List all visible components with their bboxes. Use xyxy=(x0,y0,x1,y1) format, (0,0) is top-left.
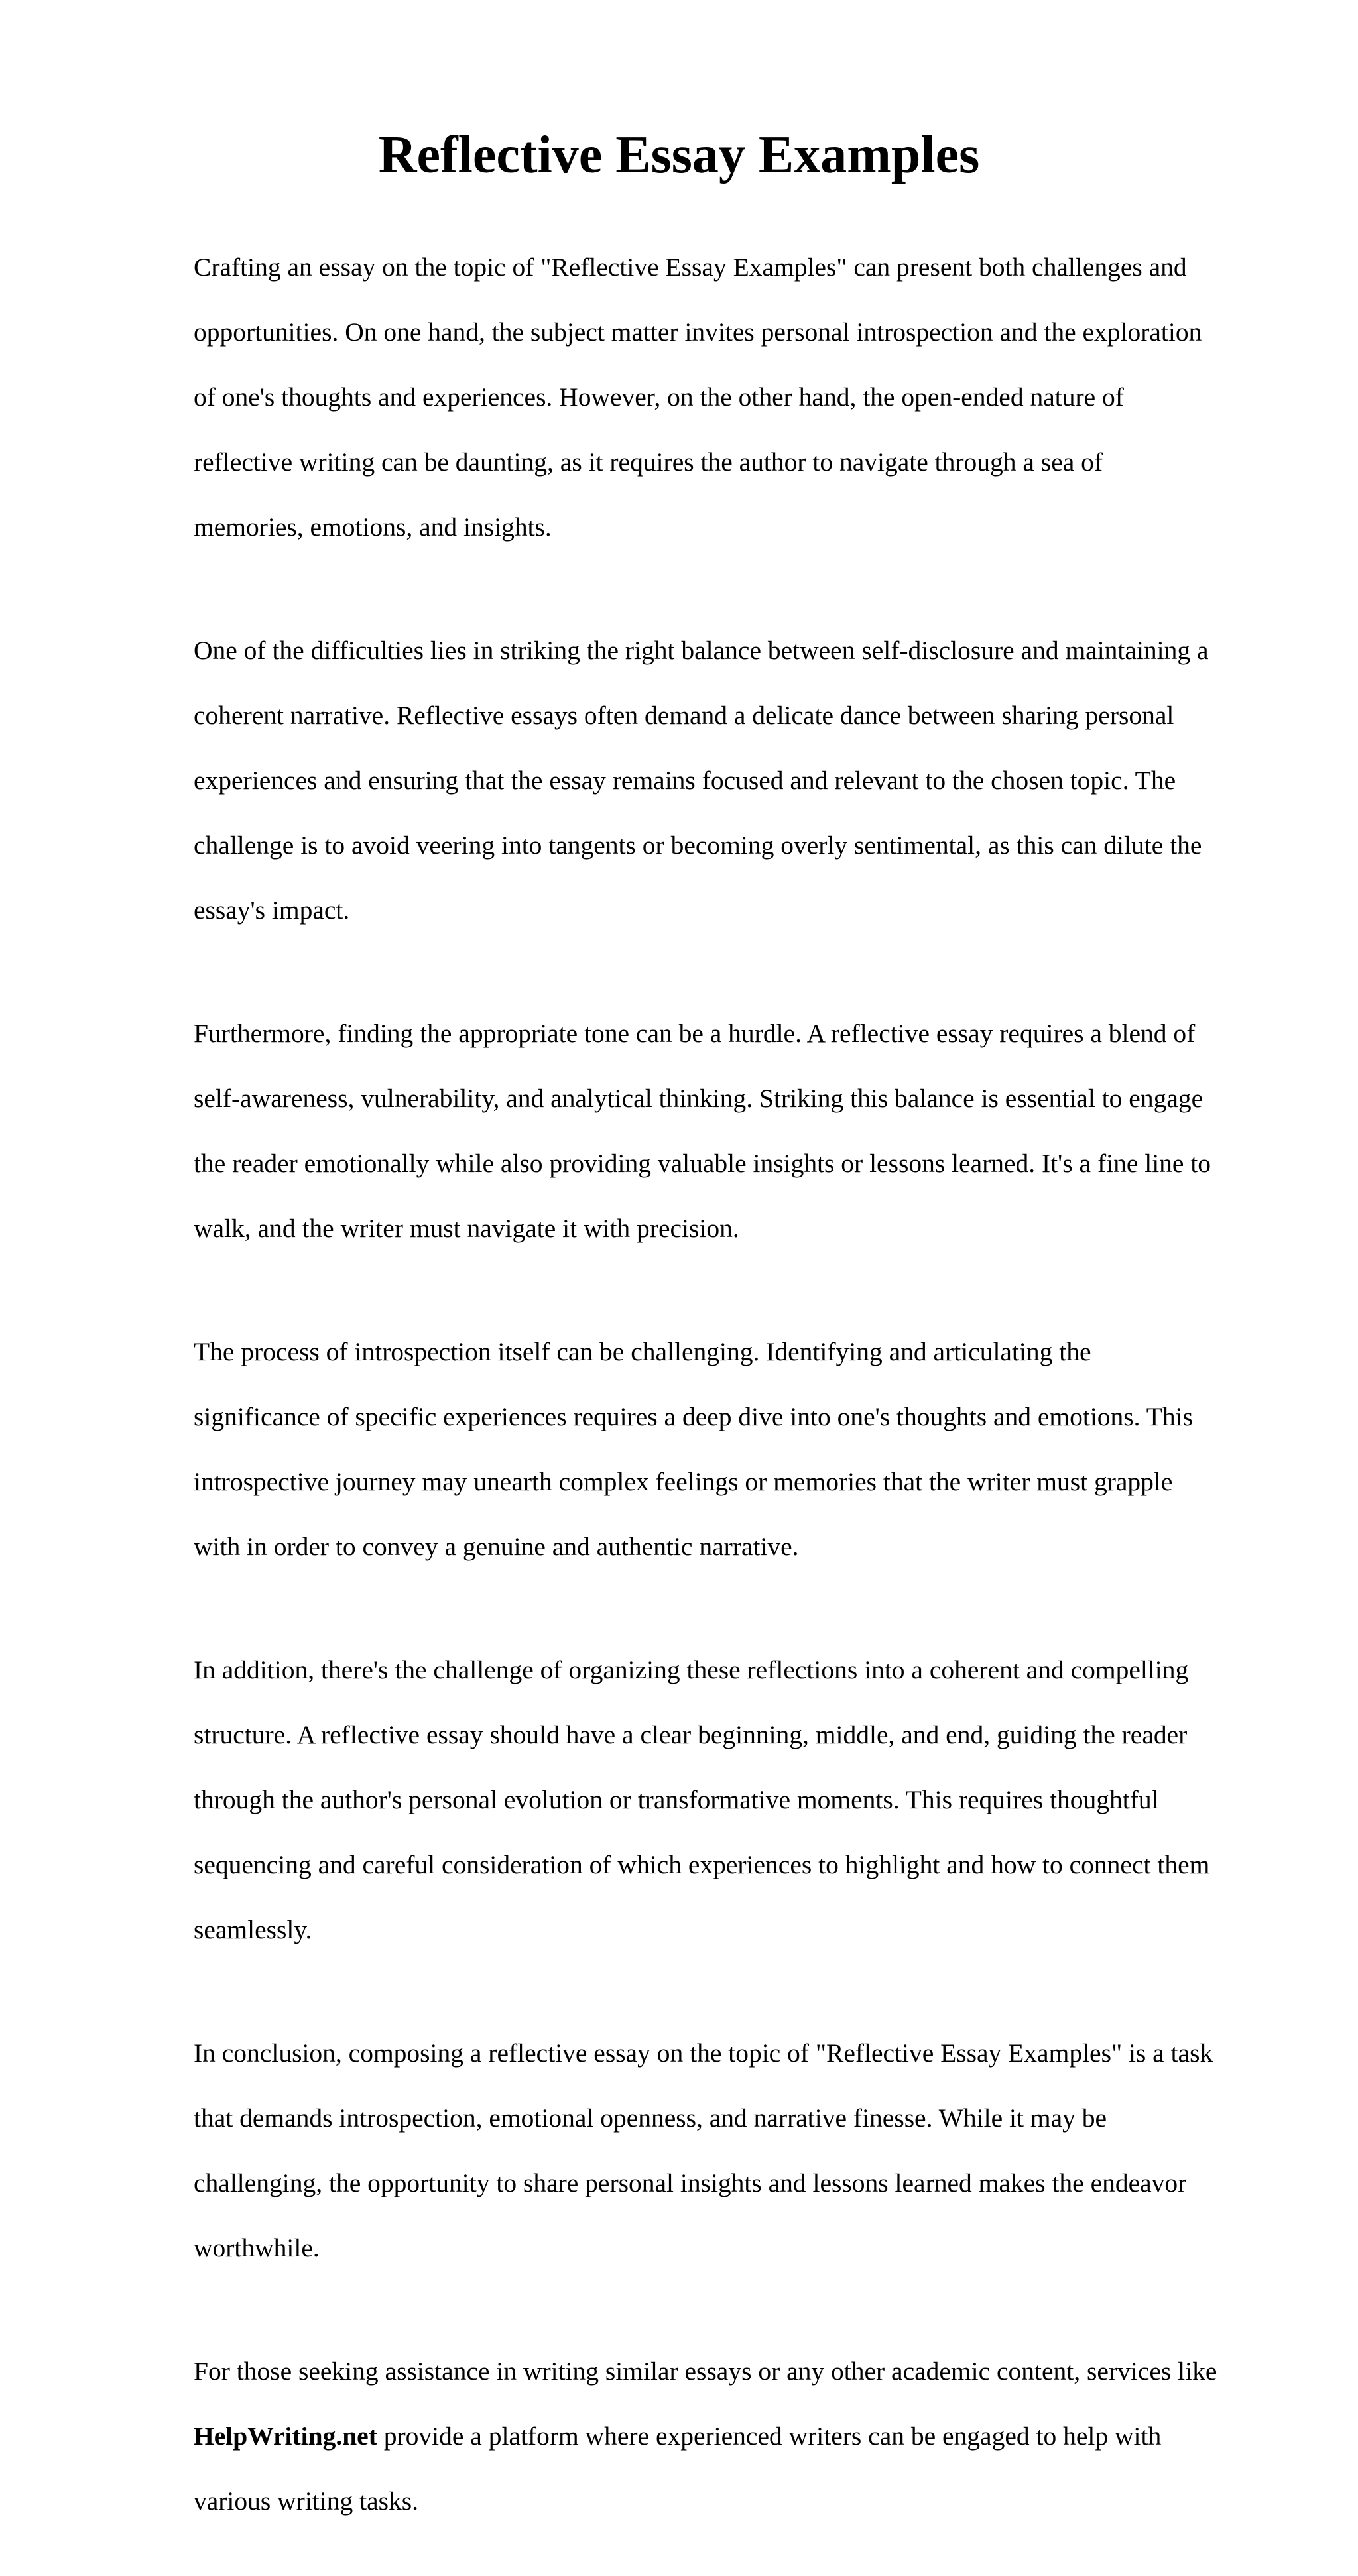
paragraph-line: For those seeking assistance in writing similar essays or any other academic content, services like xyxy=(194,2357,1217,2386)
paragraph-line: challenging, the opportunity to share personal insights and lessons learned makes the endeavor xyxy=(194,2168,1187,2197)
paragraph-line: memories, emotions, and insights. xyxy=(194,512,552,542)
paragraph-line: various writing tasks. xyxy=(194,2487,419,2516)
paragraph-line: In conclusion, composing a reflective essay on the topic of "Reflective Essay Examples" is a task xyxy=(194,2038,1213,2068)
paragraph-line: structure. A reflective essay should have a clear beginning, middle, and end, guiding the reader xyxy=(194,1720,1188,1749)
paragraph-line: sequencing and careful consideration of which experiences to highlight and how to connect them xyxy=(194,1850,1210,1879)
closing-paragraph xyxy=(194,2323,1281,2550)
paragraph-6 xyxy=(194,2005,1281,2297)
paragraph-line: self-awareness, vulnerability, and analytical thinking. Striking this balance is essential to engage xyxy=(194,1084,1204,1113)
paragraph-5 xyxy=(194,1621,1281,1979)
paragraph-4 xyxy=(194,1303,1281,1596)
document-title: Reflective Essay Examples xyxy=(378,126,980,184)
brand-name: HelpWriting.net xyxy=(194,2422,377,2451)
paragraph-line: challenge is to avoid veering into tangents or becoming overly sentimental, as this can dilute the xyxy=(194,831,1202,860)
paragraph-line: In addition, there's the challenge of organizing these reflections into a coherent and compelling xyxy=(194,1655,1189,1684)
paragraph-line: Crafting an essay on the topic of "Reflective Essay Examples" can present both challenges and xyxy=(194,253,1187,282)
paragraph-line: reflective writing can be daunting, as it requires the author to navigate through a sea of xyxy=(194,447,1103,477)
paragraph-line: with in order to convey a genuine and authentic narrative. xyxy=(194,1532,799,1561)
paragraph-1 xyxy=(194,219,1281,576)
paragraph-line: worthwhile. xyxy=(194,2233,320,2262)
paragraph-line: experiences and ensuring that the essay remains focused and relevant to the chosen topic. The xyxy=(194,766,1176,795)
document-body xyxy=(194,219,1281,2576)
paragraph-3 xyxy=(194,985,1281,1277)
paragraph-line: The process of introspection itself can be challenging. Identifying and articulating the xyxy=(194,1337,1091,1366)
paragraph-line: coherent narrative. Reflective essays often demand a delicate dance between sharing personal xyxy=(194,701,1174,730)
paragraph-line: that demands introspection, emotional openness, and narrative finesse. While it may be xyxy=(194,2103,1107,2133)
paragraph-line: One of the difficulties lies in striking the right balance between self-disclosure and maintaining a xyxy=(194,636,1209,665)
paragraph-line: seamlessly. xyxy=(194,1915,312,1944)
paragraph-line: walk, and the writer must navigate it with precision. xyxy=(194,1214,739,1243)
paragraph-line: Furthermore, finding the appropriate tone can be a hurdle. A reflective essay requires a blend of xyxy=(194,1019,1196,1048)
paragraph-text: provide a platform where experienced writers can be engaged to help with xyxy=(377,2422,1162,2451)
paragraph-line: through the author's personal evolution or transformative moments. This requires thoughtful xyxy=(194,1785,1159,1814)
paragraph-line: of one's thoughts and experiences. However, on the other hand, the open-ended nature of xyxy=(194,382,1124,412)
paragraph-line: opportunities. On one hand, the subject matter invites personal introspection and the exploration xyxy=(194,318,1202,347)
paragraph-line: introspective journey may unearth complex feelings or memories that the writer must grapple xyxy=(194,1467,1173,1496)
paragraph-line: significance of specific experiences requires a deep dive into one's thoughts and emotions. This xyxy=(194,1402,1193,1431)
paragraph-line xyxy=(194,2420,1281,2453)
paragraph-2 xyxy=(194,602,1281,959)
paragraph-line: essay's impact. xyxy=(194,896,350,925)
paragraph-line: the reader emotionally while also providing valuable insights or lessons learned. It's a fine line to xyxy=(194,1149,1211,1178)
